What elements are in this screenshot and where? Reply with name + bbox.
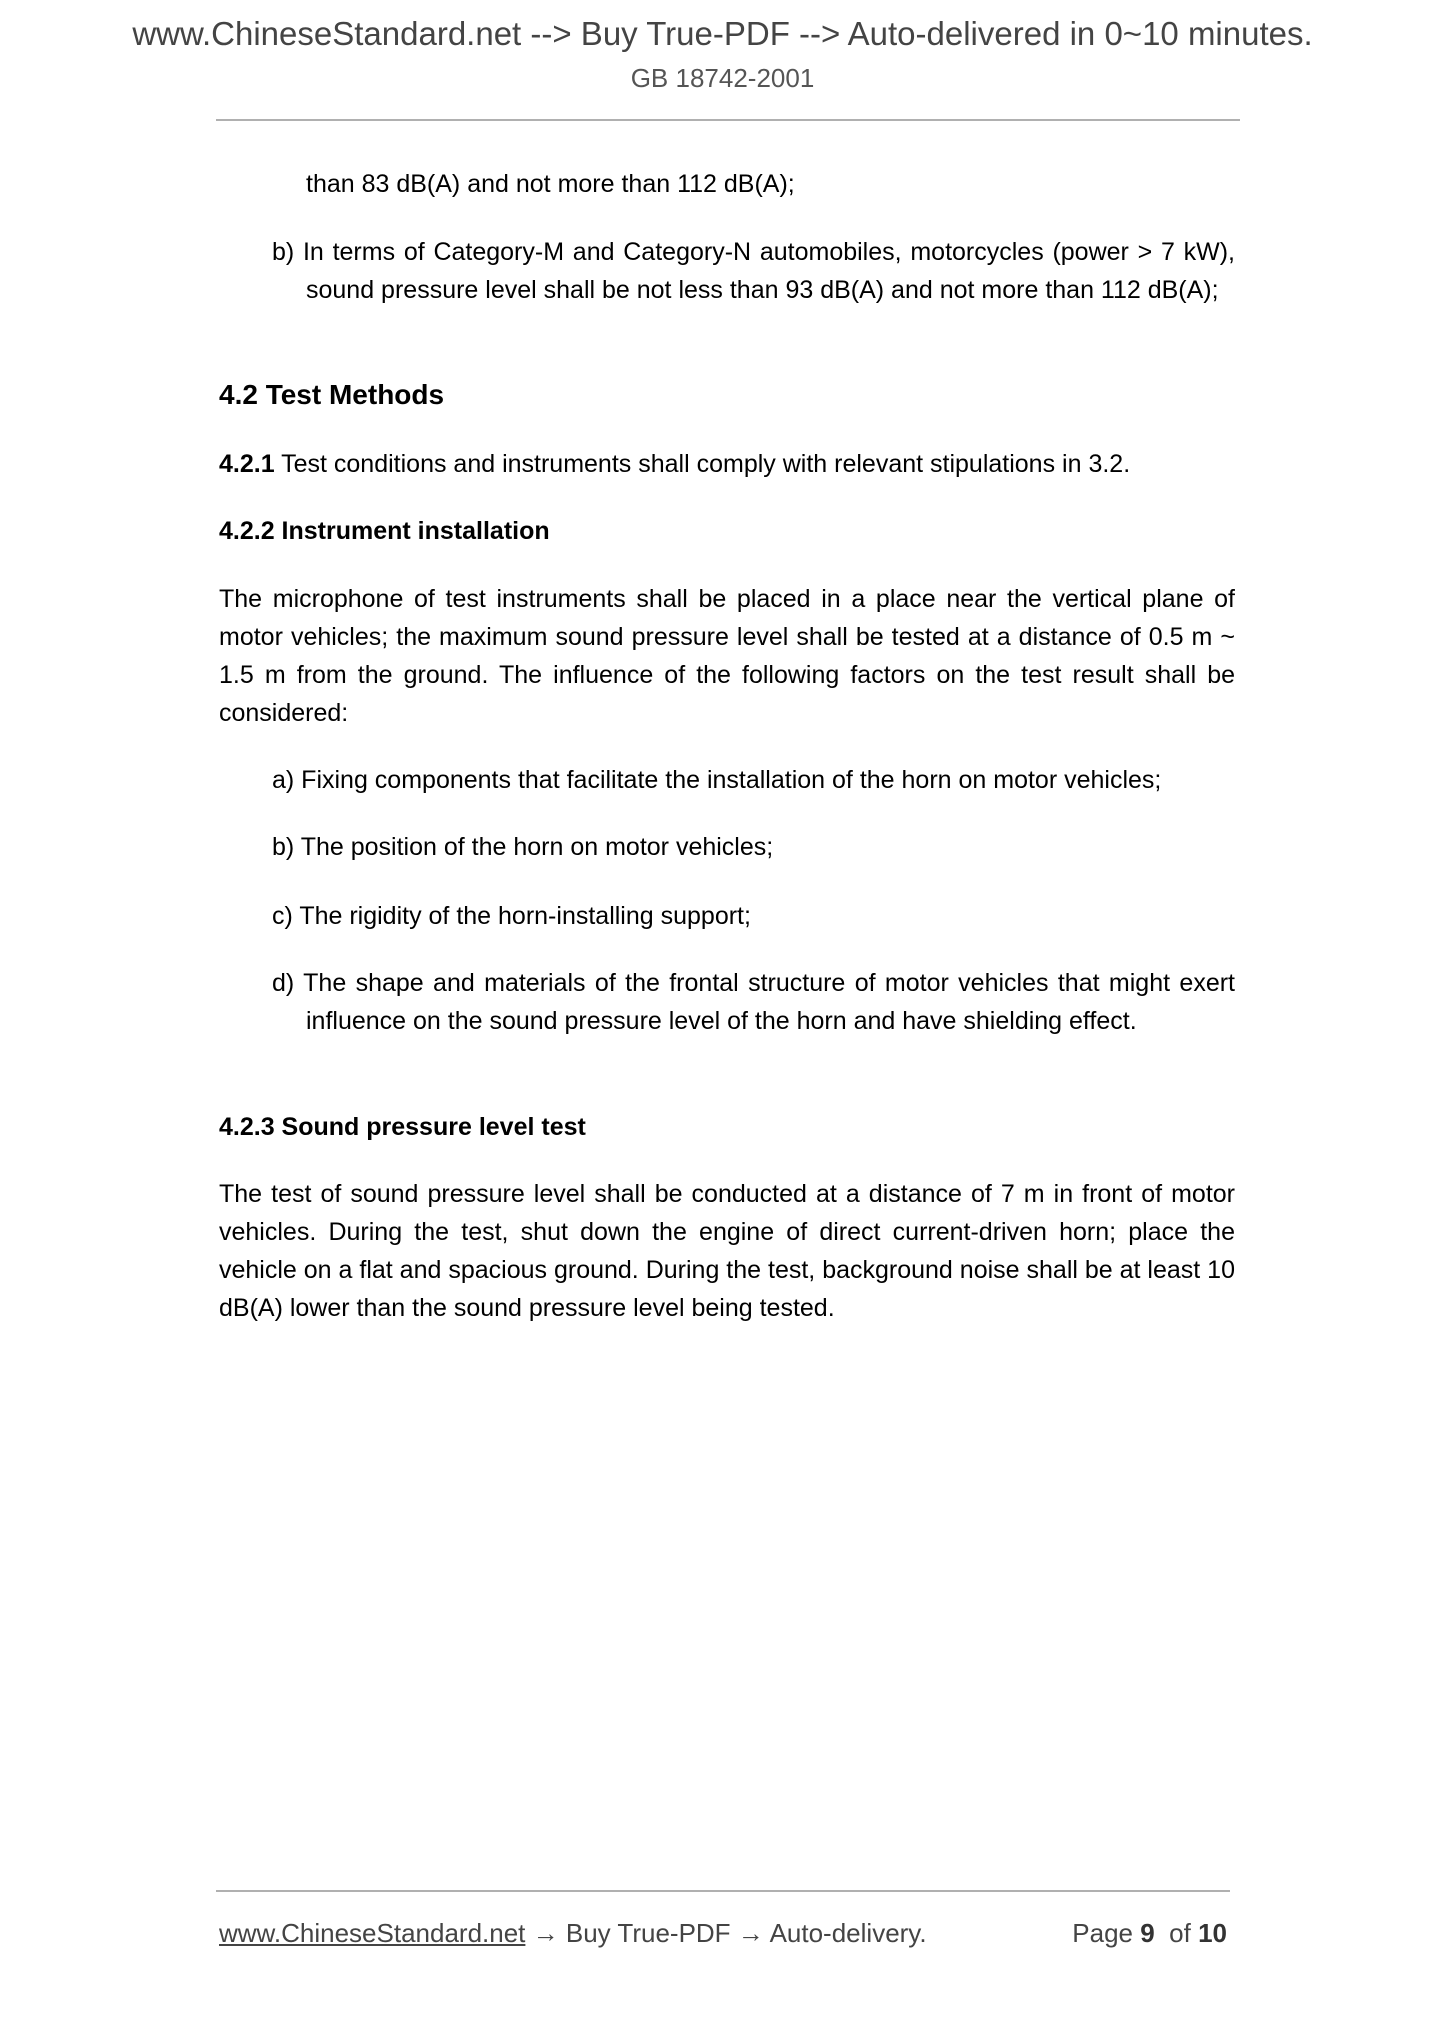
list-item-c: c) The rigidity of the horn-installing support; [272, 902, 751, 930]
section-4-2-1 [219, 445, 1235, 483]
of-label: of [1169, 1918, 1191, 1948]
paragraph-test: The test of sound pressure level shall be conducted at a distance of 7 m in front of motor vehicles. During the test, shut down the engine of direct current-driven horn; place the vehicle on a flat and spacious ground. During the test, background noise shall be at least 10 dB(A) lower than the sound pressure level being tested. [219, 1180, 1235, 1322]
section-heading-4-2-2: 4.2.2 Instrument installation [219, 517, 550, 545]
footer-text [219, 1918, 927, 1949]
footer-divider [216, 1890, 1230, 1892]
list-item-d: d) The shape and materials of the frontal structure of motor vehicles that might exert influence on the sound pressure level of the horn and have shielding effect. [272, 969, 1235, 1035]
section-heading-4-2-3: 4.2.3 Sound pressure level test [219, 1113, 586, 1141]
paragraph-installation: The microphone of test instruments shall be placed in a place near the vertical plane of motor vehicles; the maximum sound pressure level shall be tested at a distance of 0.5 m ~ 1.5 m from the ground. The influence of the following factors on the test result shall be considered: [219, 585, 1235, 727]
document-code: GB 18742-2001 [630, 63, 815, 93]
section-text: Test conditions and instruments shall comply with relevant stipulations in 3.2. [274, 450, 1131, 478]
section-heading-4-2: 4.2 Test Methods [219, 379, 445, 410]
page-indicator [1072, 1918, 1227, 1949]
footer-tail: → Buy True-PDF → Auto-delivery. [525, 1918, 927, 1948]
page-label: Page [1072, 1918, 1133, 1948]
continued-line: than 83 dB(A) and not more than 112 dB(A); [306, 170, 795, 198]
list-item-b-limits: b) In terms of Category-M and Category-N automobiles, motorcycles (power > 7 kW), sound pressure level shall be not less than 93 dB(A) and not more than 112 dB(A); [272, 238, 1235, 304]
header-divider [216, 119, 1240, 121]
footer-link[interactable]: www.ChineseStandard.net [219, 1918, 526, 1948]
page-total: 10 [1198, 1918, 1227, 1948]
header-banner: www.ChineseStandard.net --> Buy True-PDF --> Auto-delivered in 0~10 minutes. [132, 15, 1313, 52]
list-item-a: a) Fixing components that facilitate the installation of the horn on motor vehicles; [272, 766, 1162, 794]
section-number: 4.2.1 [219, 450, 275, 478]
list-item-b: b) The position of the horn on motor vehicles; [272, 833, 774, 861]
page-number: 9 [1140, 1918, 1155, 1948]
